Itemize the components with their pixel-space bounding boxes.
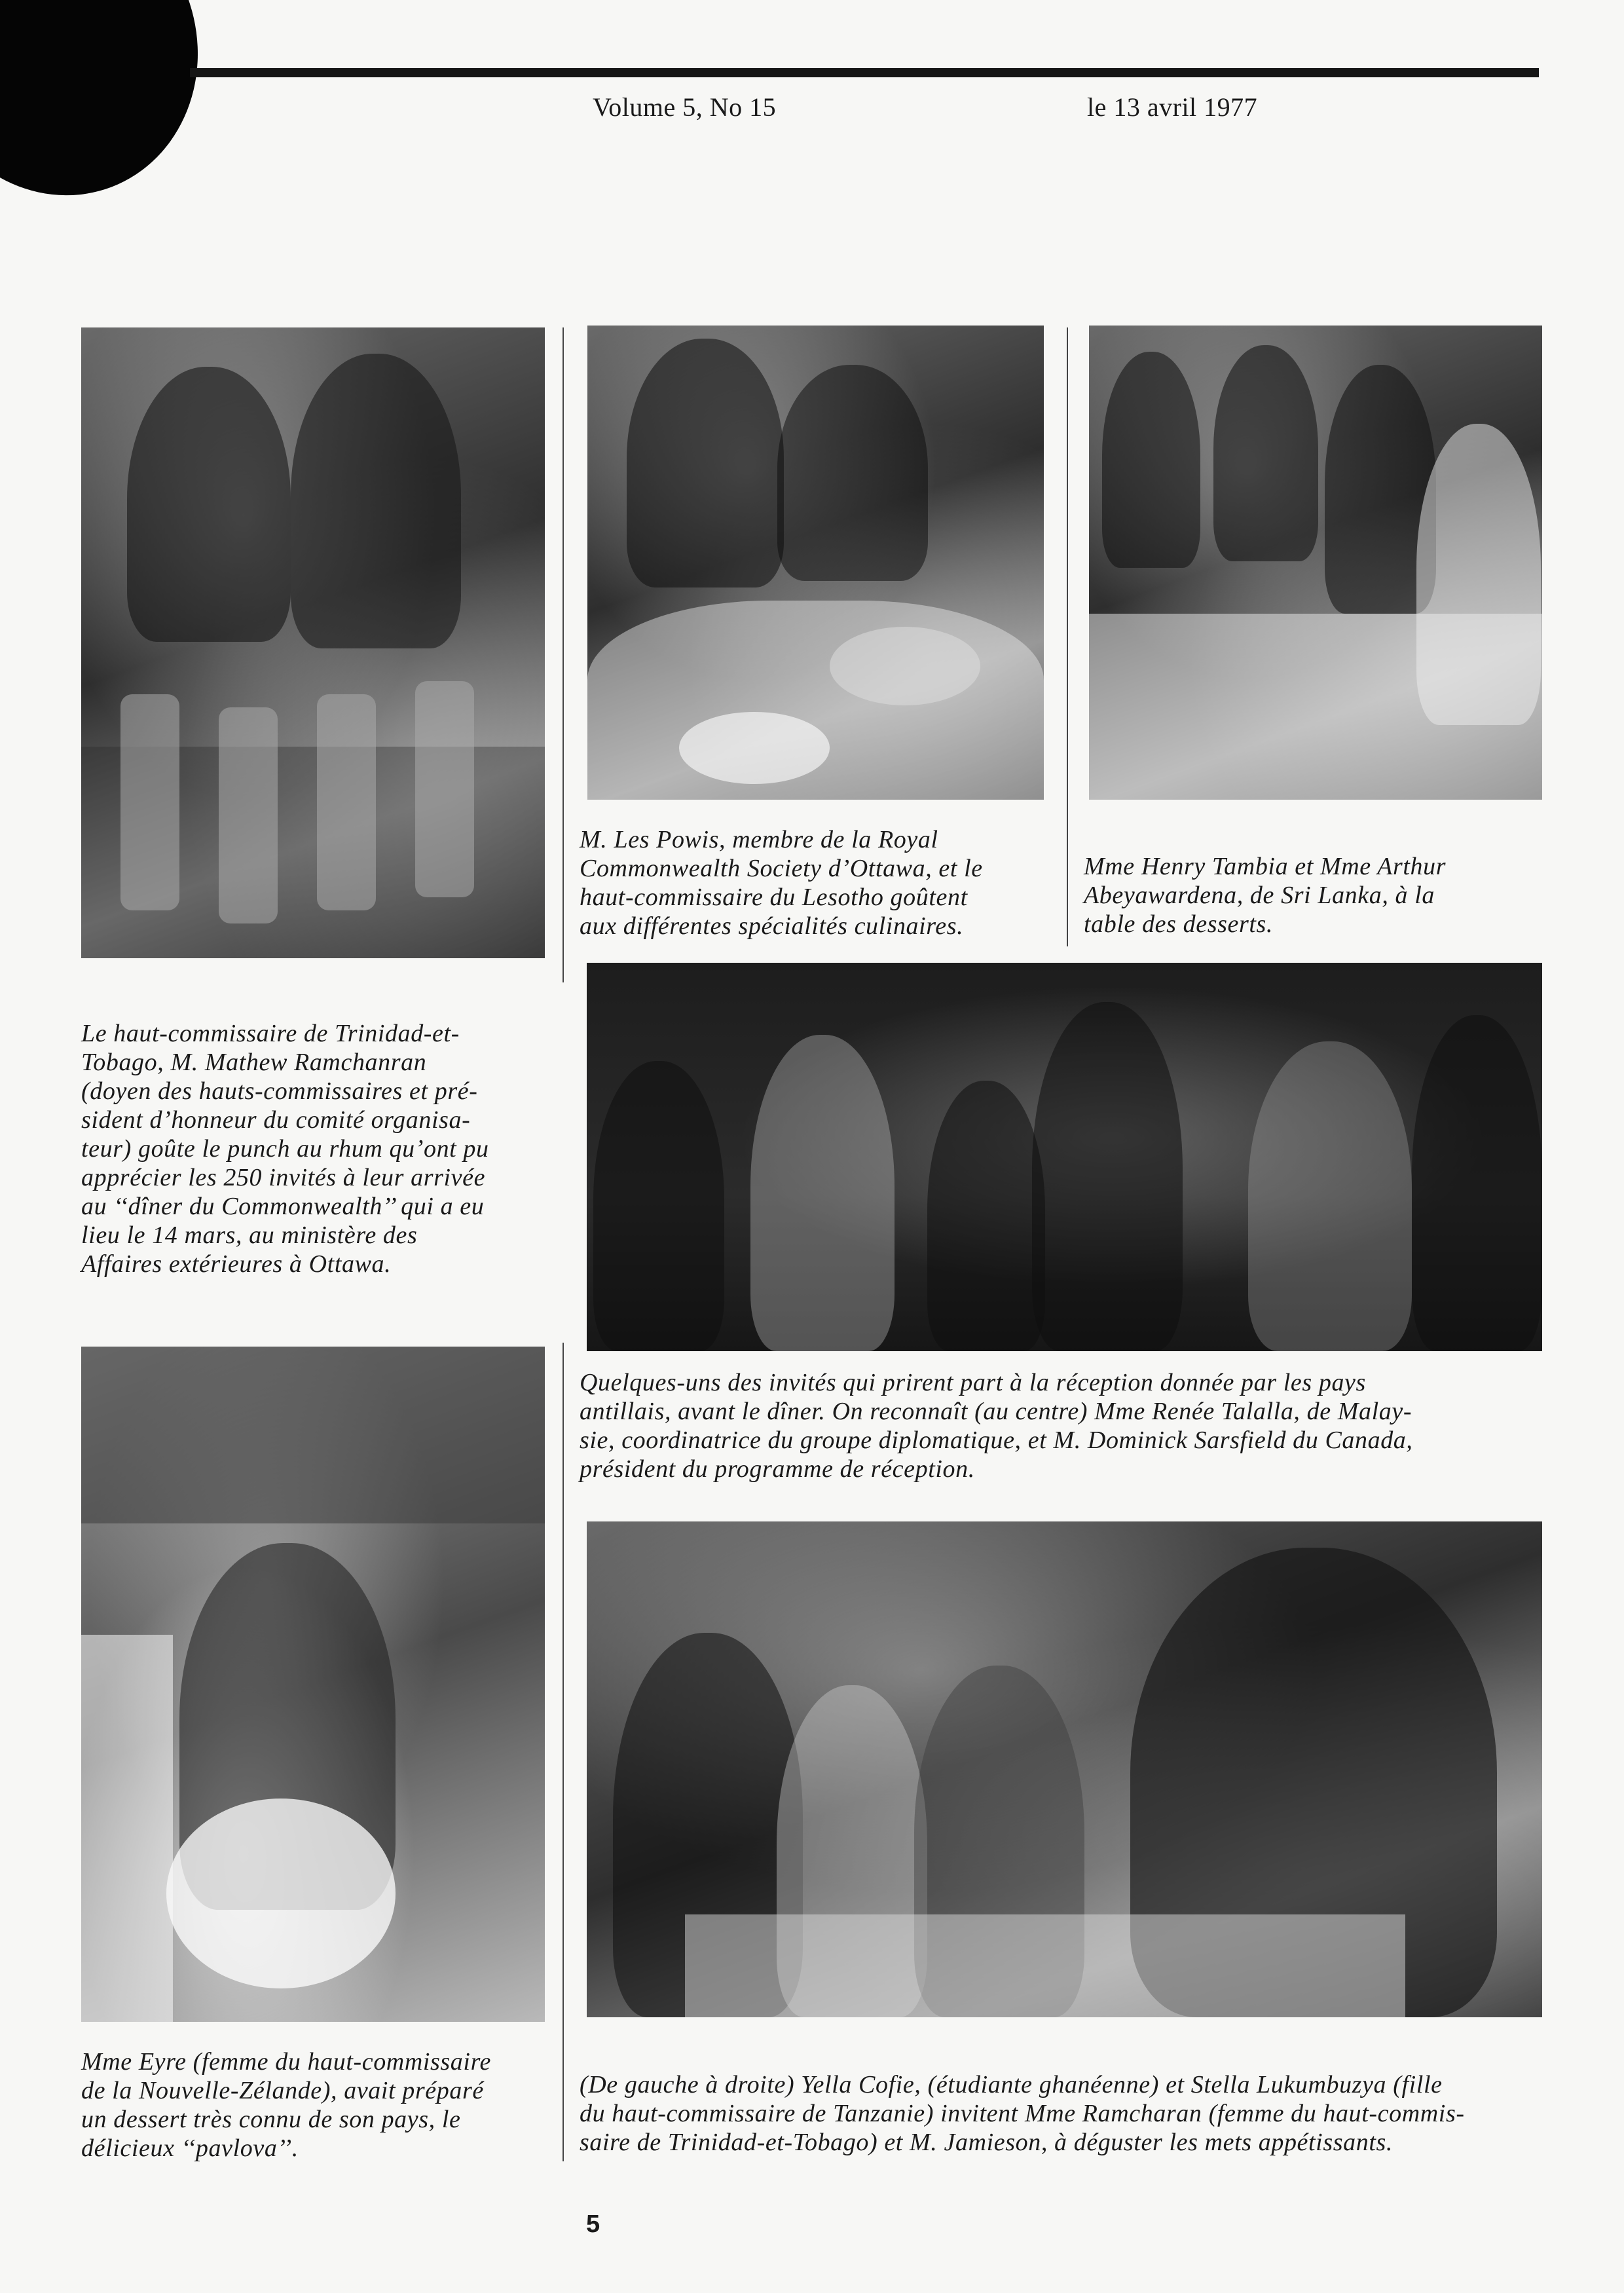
photo-pavlova [81,1347,545,2022]
caption-reception: Quelques-uns des invités qui prirent part à la réception donnée par les pays antillais, avant le dîner. On reconnaît (au centre) Mme Renée Talalla, de Malay- sie, coordinatrice du groupe diplomatique, et M. Dominick Sarsfield du Canada, président du programme de réception. [580,1369,1413,1483]
issue-date: le 13 avril 1977 [1087,92,1258,122]
photo-rum-punch [81,327,545,958]
photo-serving-guests [587,1521,1542,2017]
column-divider [563,1343,564,2161]
page-number: 5 [586,2210,600,2238]
scan-corner-shadow [0,0,236,232]
caption-serving-guests: (De gauche à droite) Yella Cofie, (étudiante ghanéenne) et Stella Lukumbuzya (fille du haut-commissaire de Tanzanie) invitent Mme Ramcharan (femme du haut-commis- saire de Trinidad-et-Tobago) et M. Jamieson, à déguster les mets appétissants. [580,2071,1465,2156]
caption-pavlova: Mme Eyre (femme du haut-commissaire de la Nouvelle-Zélande), avait préparé un dessert très connu de son pays, le délicieux ‘‘pavlova’’. [81,2048,492,2162]
caption-rum-punch: Le haut-commissaire de Trinidad-et- Tobago, M. Mathew Ramchanran (doyen des hauts-commissaires et pré- sident d’honneur du comité organisa- teur) goûte le punch au rhum qu’ont pu apprécier les 250 invités à leur arrivée au ‘‘dîner du Commonwealth’’ qui a eu lieu le 14 mars, au ministère des Affaires extérieures à Ottawa. [81,1020,489,1278]
photo-buffet-table [587,326,1044,800]
caption-dessert-table: Mme Henry Tambia et Mme Arthur Abeyawardena, de Sri Lanka, à la table des desserts. [1084,853,1447,938]
volume-number: Volume 5, No 15 [593,92,777,122]
column-divider [1067,327,1068,946]
photo-dessert-table [1089,326,1542,800]
caption-buffet-table: M. Les Powis, membre de la Royal Commonwealth Society d’Ottawa, et le haut-commissaire du Lesotho goûtent aux différentes spécialités culinaires. [580,826,983,940]
column-divider [563,327,564,982]
photo-reception [587,963,1542,1351]
header-rule [190,68,1539,77]
